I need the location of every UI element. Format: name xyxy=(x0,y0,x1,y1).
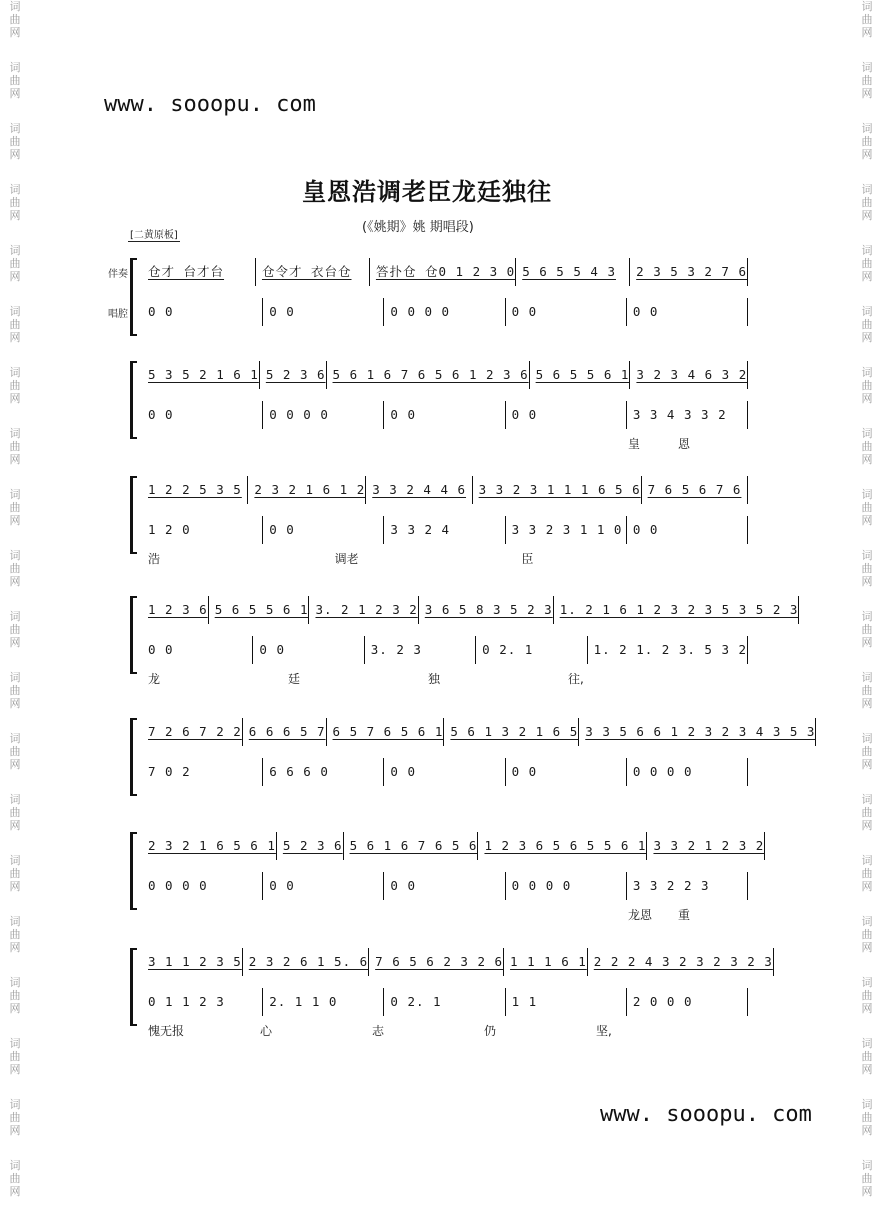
measure: 0 0 0 0 xyxy=(384,298,505,326)
instrument-label: 伴奏 xyxy=(108,269,128,280)
watermark-char: 曲 xyxy=(861,928,873,941)
watermark-char: 网 xyxy=(861,941,873,954)
measure: 0 0 xyxy=(627,298,748,326)
accompaniment-staff xyxy=(128,476,748,504)
watermark-char: 曲 xyxy=(9,13,21,26)
watermark-char: 词 xyxy=(9,488,21,501)
watermark-char: 网 xyxy=(9,1185,21,1198)
watermark-char: 网 xyxy=(9,148,21,161)
watermark-char: 网 xyxy=(9,1124,21,1137)
watermark-char: 网 xyxy=(861,514,873,527)
watermark-char: 网 xyxy=(9,636,21,649)
measure: 0 0 xyxy=(263,872,384,900)
measure: 3 3 2 4 4 6 xyxy=(366,476,472,504)
watermark-char: 曲 xyxy=(861,1050,873,1063)
watermark-char: 词 xyxy=(9,549,21,562)
measure: 1 1 xyxy=(506,988,627,1016)
watermark-char: 曲 xyxy=(861,867,873,880)
measure: 0 0 0 0 xyxy=(263,401,384,429)
measure: 5 3 5 2 1 6 1 xyxy=(142,361,260,389)
vocal-staff xyxy=(128,758,748,786)
measure: 1 1 1 6 1 xyxy=(504,948,588,976)
measure: 3. 2 1 2 3 2 xyxy=(309,596,418,624)
watermark-char: 曲 xyxy=(9,1172,21,1185)
lyrics-line xyxy=(128,550,748,568)
watermark-char: 词 xyxy=(861,1098,873,1111)
watermark-char: 曲 xyxy=(9,379,21,392)
watermark-char: 网 xyxy=(9,941,21,954)
watermark-char: 词 xyxy=(861,305,873,318)
watermark-char: 词 xyxy=(9,793,21,806)
measure: 3 3 4 3 3 2 xyxy=(627,401,748,429)
watermark-char: 网 xyxy=(9,758,21,771)
watermark-char: 网 xyxy=(861,1063,873,1076)
watermark-char: 词 xyxy=(861,366,873,379)
watermark-char: 词 xyxy=(9,915,21,928)
watermark-char: 曲 xyxy=(861,989,873,1002)
watermark-char: 网 xyxy=(861,1002,873,1015)
lyric-word: 往, xyxy=(568,672,584,686)
measure: 0 0 xyxy=(384,872,505,900)
watermark-char: 网 xyxy=(861,392,873,405)
measure: 6 6 6 5 7 xyxy=(243,718,327,746)
measure: 3 3 2 1 2 3 2 xyxy=(647,832,765,860)
measure: 1 2 3 6 5 6 5 5 6 1 xyxy=(478,832,647,860)
watermark-char: 网 xyxy=(9,26,21,39)
lyric-word: 皇 xyxy=(628,437,641,451)
watermark-char: 曲 xyxy=(9,318,21,331)
measure: 0 0 xyxy=(627,516,748,544)
watermark-char: 曲 xyxy=(9,867,21,880)
watermark-char: 曲 xyxy=(9,562,21,575)
lyric-word: 独 xyxy=(428,672,441,686)
song-title: 皇恩浩调老臣龙廷独往 xyxy=(302,178,552,206)
watermark-char: 词 xyxy=(861,244,873,257)
measure: 0 0 xyxy=(384,401,505,429)
measure: 1. 2 1 6 1 2 3 2 3 5 3 5 2 3 xyxy=(554,596,800,624)
vocal-staff xyxy=(128,516,748,544)
watermark-char: 网 xyxy=(9,697,21,710)
watermark-char: 曲 xyxy=(9,1111,21,1124)
watermark-char: 网 xyxy=(861,209,873,222)
measure: 3 2 3 4 6 3 2 xyxy=(630,361,748,389)
watermark-char: 词 xyxy=(861,61,873,74)
measure: 5 6 5 5 6 1 xyxy=(209,596,310,624)
lyrics-line xyxy=(128,1022,748,1040)
watermark-char: 词 xyxy=(9,61,21,74)
measure: 5 6 5 5 6 1 xyxy=(530,361,631,389)
watermark-char: 曲 xyxy=(9,623,21,636)
watermark-char: 网 xyxy=(9,575,21,588)
watermark-char: 曲 xyxy=(861,135,873,148)
lyric-word: 浩 xyxy=(148,552,161,566)
watermark-char: 曲 xyxy=(861,196,873,209)
measure: 0 0 xyxy=(263,298,384,326)
measure: 0 0 xyxy=(142,401,263,429)
watermark-char: 网 xyxy=(9,453,21,466)
watermark-char: 词 xyxy=(861,732,873,745)
lyric-word: 廷 xyxy=(288,672,301,686)
measure: 6 6 6 0 xyxy=(263,758,384,786)
lyric-word: 恩 xyxy=(678,437,691,451)
measure: 答扑仓 仓0 1 2 3 0 xyxy=(370,258,516,286)
watermark-char: 网 xyxy=(861,331,873,344)
lyric-word: 志 xyxy=(372,1024,385,1038)
watermark-char: 网 xyxy=(9,270,21,283)
measure: 0 0 xyxy=(142,636,253,664)
measure: 7 2 6 7 2 2 xyxy=(142,718,243,746)
lyrics-line xyxy=(128,670,748,688)
measure: 2 0 0 0 xyxy=(627,988,748,1016)
watermark-char: 词 xyxy=(9,244,21,257)
measure: 1 2 0 xyxy=(142,516,263,544)
watermark-char: 曲 xyxy=(861,562,873,575)
accompaniment-staff xyxy=(128,596,799,624)
watermark-char: 曲 xyxy=(861,257,873,270)
measure: 0 0 xyxy=(142,298,263,326)
watermark-char: 曲 xyxy=(861,13,873,26)
watermark-char: 网 xyxy=(9,514,21,527)
vocal-staff xyxy=(108,298,748,326)
watermark-char: 词 xyxy=(9,122,21,135)
watermark-char: 词 xyxy=(861,0,873,13)
lyric-word: 臣 xyxy=(521,552,534,566)
watermark-char: 曲 xyxy=(861,623,873,636)
measure: 3 6 5 8 3 5 2 3 xyxy=(419,596,554,624)
measure: 5 6 1 3 2 1 6 5 xyxy=(444,718,579,746)
watermark-char: 网 xyxy=(861,87,873,100)
vocal-staff xyxy=(128,636,748,664)
lyrics-line xyxy=(128,906,748,924)
watermark-char: 词 xyxy=(9,183,21,196)
side-watermark-left xyxy=(4,0,26,1218)
watermark-char: 网 xyxy=(9,880,21,893)
measure: 0 0 xyxy=(506,298,627,326)
lyric-word: 重 xyxy=(678,908,691,922)
watermark-char: 词 xyxy=(9,1037,21,1050)
measure: 3 1 1 2 3 5 xyxy=(142,948,243,976)
measure: 0 0 0 0 xyxy=(627,758,748,786)
accompaniment-staff xyxy=(128,832,765,860)
vocal-staff xyxy=(128,401,748,429)
watermark-char: 词 xyxy=(861,1037,873,1050)
watermark-char: 曲 xyxy=(861,1111,873,1124)
measure: 5 6 1 6 7 6 5 6 1 2 3 6 xyxy=(327,361,530,389)
measure: 1 2 3 6 xyxy=(142,596,209,624)
lyric-word: 龙 xyxy=(148,672,161,686)
watermark-char: 词 xyxy=(861,610,873,623)
watermark-char: 网 xyxy=(9,87,21,100)
tempo-mark: [二黄原板] xyxy=(128,226,180,242)
measure: 6 5 7 6 5 6 1 xyxy=(327,718,445,746)
watermark-char: 曲 xyxy=(9,440,21,453)
watermark-char: 曲 xyxy=(861,379,873,392)
watermark-char: 词 xyxy=(861,1159,873,1172)
watermark-char: 词 xyxy=(861,183,873,196)
watermark-char: 词 xyxy=(861,671,873,684)
measure: 0 0 xyxy=(263,516,384,544)
accompaniment-staff xyxy=(128,718,816,746)
measure: 7 6 5 6 7 6 xyxy=(642,476,748,504)
watermark-char: 词 xyxy=(9,1098,21,1111)
watermark-char: 网 xyxy=(861,1124,873,1137)
lyric-word: 调老 xyxy=(334,552,359,566)
measure: 仓才 台才台 xyxy=(142,258,256,286)
watermark-char: 网 xyxy=(861,636,873,649)
watermark-char: 网 xyxy=(9,392,21,405)
measure: 0 0 xyxy=(506,401,627,429)
watermark-char: 词 xyxy=(861,976,873,989)
watermark-char: 词 xyxy=(861,549,873,562)
watermark-char: 曲 xyxy=(9,257,21,270)
watermark-char: 词 xyxy=(9,732,21,745)
measure: 3 3 2 3 1 1 1 6 5 6 xyxy=(473,476,642,504)
watermark-char: 曲 xyxy=(9,74,21,87)
accompaniment-staff xyxy=(128,361,748,389)
measure: 0 0 0 0 xyxy=(506,872,627,900)
measure: 2 3 5 3 2 7 6 xyxy=(630,258,748,286)
lyric-word: 愧无报 xyxy=(148,1024,185,1038)
watermark-char: 曲 xyxy=(9,989,21,1002)
watermark-char: 曲 xyxy=(861,806,873,819)
watermark-char: 曲 xyxy=(861,745,873,758)
watermark-char: 词 xyxy=(861,488,873,501)
watermark-char: 曲 xyxy=(9,684,21,697)
measure: 2 3 2 6 1 5. 6 xyxy=(243,948,369,976)
vocal-staff xyxy=(128,988,748,1016)
watermark-char: 词 xyxy=(9,366,21,379)
watermark-char: 词 xyxy=(9,854,21,867)
measure: 2 2 2 4 3 2 3 2 3 2 3 xyxy=(588,948,774,976)
watermark-char: 网 xyxy=(861,453,873,466)
watermark-char: 网 xyxy=(9,1063,21,1076)
watermark-char: 网 xyxy=(9,1002,21,1015)
site-url-top[interactable]: www. sooopu. com xyxy=(104,92,316,117)
measure: 7 0 2 xyxy=(142,758,263,786)
measure: 5 6 1 6 7 6 5 6 xyxy=(344,832,479,860)
lyric-word: 仍 xyxy=(484,1024,497,1038)
measure: 2. 1 1 0 xyxy=(263,988,384,1016)
watermark-char: 词 xyxy=(9,0,21,13)
vocal-staff xyxy=(128,872,748,900)
measure: 0 2. 1 xyxy=(476,636,587,664)
watermark-char: 网 xyxy=(861,819,873,832)
measure: 仓令才 衣台仓 xyxy=(256,258,370,286)
measure: 0 0 0 0 xyxy=(142,872,263,900)
watermark-char: 词 xyxy=(9,976,21,989)
lyrics-line xyxy=(128,435,748,453)
watermark-char: 曲 xyxy=(9,928,21,941)
measure: 0 2. 1 xyxy=(384,988,505,1016)
watermark-char: 曲 xyxy=(9,745,21,758)
measure: 3 3 2 2 3 xyxy=(627,872,748,900)
measure: 0 0 xyxy=(384,758,505,786)
watermark-char: 曲 xyxy=(9,806,21,819)
measure: 3 3 2 3 1 1 0 xyxy=(506,516,627,544)
accompaniment-staff xyxy=(128,948,773,976)
measure: 0 1 1 2 3 xyxy=(142,988,263,1016)
measure: 5 2 3 6 xyxy=(260,361,327,389)
watermark-char: 网 xyxy=(861,697,873,710)
watermark-char: 网 xyxy=(861,880,873,893)
accompaniment-staff xyxy=(108,258,748,286)
watermark-char: 曲 xyxy=(861,74,873,87)
measure: 7 6 5 6 2 3 2 6 xyxy=(369,948,504,976)
measure: 3. 2 3 xyxy=(365,636,476,664)
watermark-char: 词 xyxy=(9,427,21,440)
measure: 5 6 5 5 4 3 xyxy=(516,258,630,286)
watermark-char: 曲 xyxy=(9,501,21,514)
measure: 2 3 2 1 6 5 6 1 xyxy=(142,832,277,860)
measure: 1 2 2 5 3 5 xyxy=(142,476,248,504)
watermark-char: 网 xyxy=(861,148,873,161)
watermark-char: 词 xyxy=(9,610,21,623)
watermark-char: 曲 xyxy=(861,318,873,331)
measure: 5 2 3 6 xyxy=(277,832,344,860)
watermark-char: 词 xyxy=(861,915,873,928)
watermark-char: 词 xyxy=(9,1159,21,1172)
song-subtitle: (《姚期》姚 期唱段) xyxy=(362,220,474,235)
watermark-char: 曲 xyxy=(9,1050,21,1063)
watermark-char: 词 xyxy=(861,427,873,440)
measure: 0 0 xyxy=(506,758,627,786)
measure: 3 3 2 4 xyxy=(384,516,505,544)
watermark-char: 词 xyxy=(9,305,21,318)
watermark-char: 网 xyxy=(861,758,873,771)
instrument-label: 唱腔 xyxy=(108,309,128,320)
watermark-char: 曲 xyxy=(861,440,873,453)
watermark-char: 网 xyxy=(861,26,873,39)
watermark-char: 曲 xyxy=(861,684,873,697)
watermark-char: 词 xyxy=(861,793,873,806)
lyric-word: 龙恩 xyxy=(628,908,653,922)
watermark-char: 词 xyxy=(861,122,873,135)
watermark-char: 曲 xyxy=(861,1172,873,1185)
measure: 0 0 xyxy=(253,636,364,664)
measure: 3 3 5 6 6 1 2 3 2 3 4 3 5 3 xyxy=(579,718,816,746)
watermark-char: 网 xyxy=(9,209,21,222)
measure: 2 3 2 1 6 1 2 xyxy=(248,476,366,504)
watermark-char: 曲 xyxy=(861,501,873,514)
watermark-char: 词 xyxy=(861,854,873,867)
lyric-word: 心 xyxy=(260,1024,273,1038)
watermark-char: 网 xyxy=(9,331,21,344)
watermark-char: 曲 xyxy=(9,135,21,148)
measure: 1. 2 1. 2 3. 5 3 2 xyxy=(588,636,748,664)
watermark-char: 网 xyxy=(9,819,21,832)
watermark-char: 曲 xyxy=(9,196,21,209)
watermark-char: 网 xyxy=(861,270,873,283)
watermark-char: 词 xyxy=(9,671,21,684)
watermark-char: 网 xyxy=(861,575,873,588)
watermark-char: 网 xyxy=(861,1185,873,1198)
site-url-bottom[interactable]: www. sooopu. com xyxy=(600,1102,812,1127)
lyric-word: 坚, xyxy=(596,1024,612,1038)
side-watermark-right xyxy=(856,0,878,1218)
